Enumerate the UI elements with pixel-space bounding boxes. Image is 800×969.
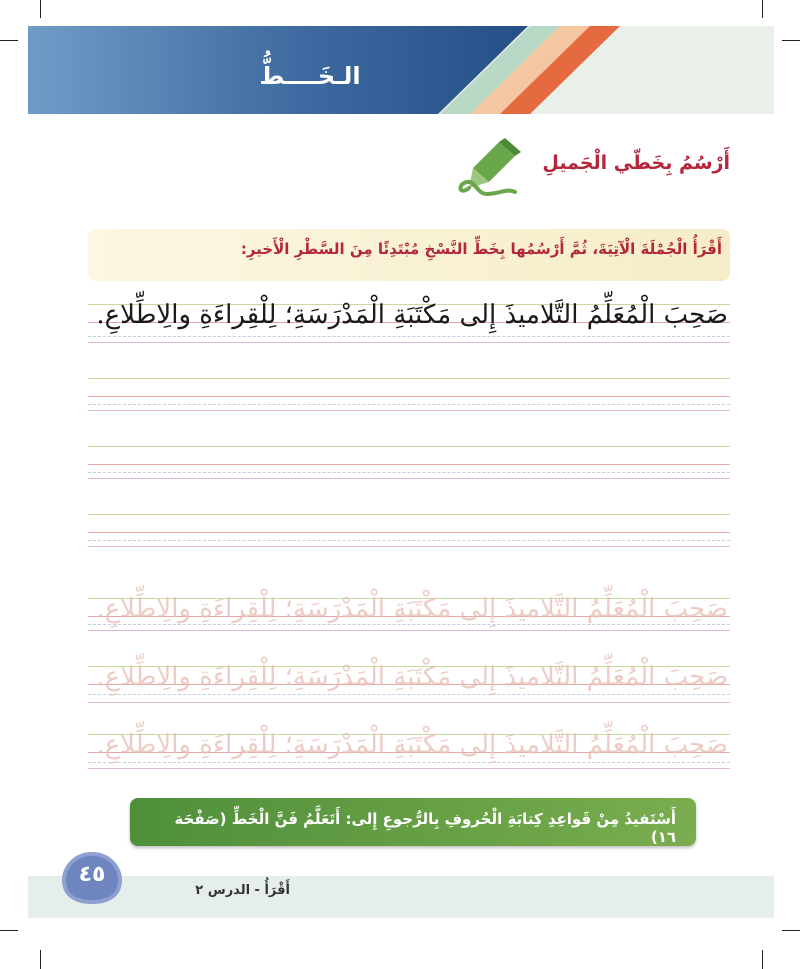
crop-mark	[782, 40, 800, 41]
guide-line	[88, 336, 730, 337]
guide-line	[88, 694, 730, 695]
guide-line	[88, 630, 730, 631]
page-title: الـخَــــطُّ	[259, 62, 361, 90]
guide-line	[88, 514, 730, 515]
guide-line	[88, 478, 730, 479]
guide-line	[88, 702, 730, 703]
guide-line	[88, 396, 730, 397]
guide-line	[88, 342, 730, 343]
guide-line	[88, 446, 730, 447]
trace-sentence: صَحِبَ الْمُعَلِّمُ التَّلاميذَ إِلى مَكْتَبَةِ الْمَدْرَسَةِ؛ لِلْقِراءَةِ والِاطِّلاعِ.	[96, 594, 728, 624]
model-sentence: صَحِبَ الْمُعَلِّمُ التَّلاميذَ إِلى مَكْتَبَةِ الْمَدْرَسَةِ؛ لِلْقِراءَةِ والِاطِّلاعِ.	[96, 300, 728, 330]
crop-mark	[762, 0, 763, 18]
section-title: أَرْسُمُ بِخَطّي الْجَميلِ	[542, 152, 730, 174]
instruction-text: أَقْرَأُ الْجُمْلَةَ الْآتِيَةَ، ثُمَّ أَرْسُمُها بِخَطِّ النَّسْخِ مُبْتَدِئًا مِنَ السَّطْرِ الْأَخيرِ:	[240, 240, 722, 258]
footer-band	[28, 876, 774, 918]
guide-line	[88, 762, 730, 763]
crop-mark	[762, 950, 763, 969]
crop-mark	[40, 0, 41, 18]
guide-line	[88, 768, 730, 769]
guide-line	[88, 472, 730, 473]
guide-line	[88, 378, 730, 379]
guide-line	[88, 464, 730, 465]
trace-sentence: صَحِبَ الْمُعَلِّمُ التَّلاميذَ إِلى مَكْتَبَةِ الْمَدْرَسَةِ؛ لِلْقِراءَةِ والِاطِّلاعِ.	[96, 662, 728, 692]
page-number: ٤٥	[78, 862, 106, 887]
trace-sentence: صَحِبَ الْمُعَلِّمُ التَّلاميذَ إِلى مَكْتَبَةِ الْمَدْرَسَةِ؛ لِلْقِراءَةِ والِاطِّلاعِ.	[96, 730, 728, 760]
crop-mark	[0, 40, 18, 41]
crop-mark	[782, 930, 800, 931]
guide-line	[88, 624, 730, 625]
guide-line	[88, 404, 730, 405]
pencil-icon	[455, 138, 525, 202]
guide-line	[88, 546, 730, 547]
guide-line	[88, 540, 730, 541]
guide-line	[88, 410, 730, 411]
crop-mark	[40, 950, 41, 969]
crop-mark	[0, 930, 18, 931]
footer-label: أَقْرَأُ - الدرس ٢	[195, 883, 290, 898]
guide-line	[88, 532, 730, 533]
tip-text: أَسْتَفيدُ مِنْ قَواعِدِ كِتابَةِ الْحُروفِ بِالرُّجوعِ إِلى: أَتَعَلَّمُ فَنَّ الْخَطِّ (صَفْحَة ١٦)	[174, 810, 676, 846]
